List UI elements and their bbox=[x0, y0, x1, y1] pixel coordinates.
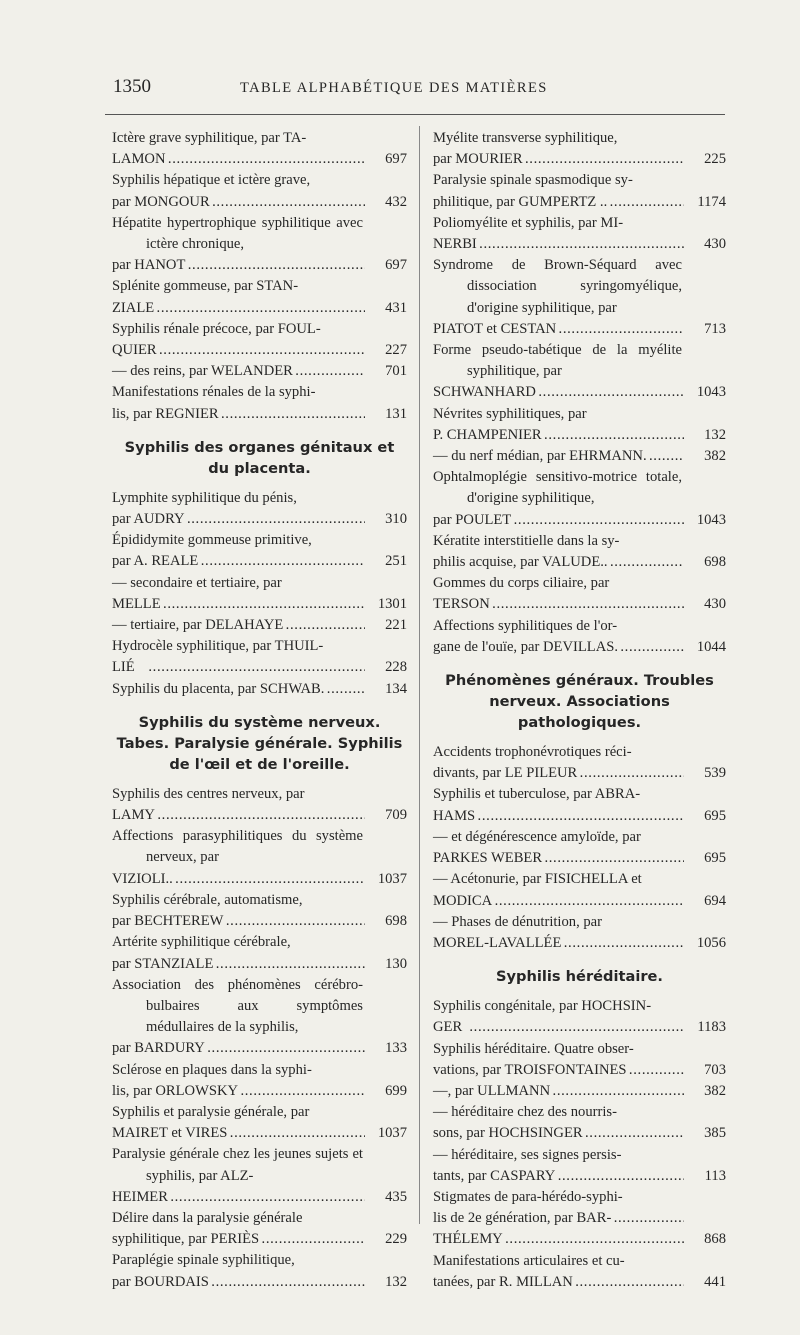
index-entry bbox=[433, 340, 726, 404]
entry-text: Accidents trophonévrotiques réci- bbox=[433, 744, 632, 761]
page-reference: 227 bbox=[385, 342, 407, 359]
index-entry bbox=[112, 1060, 407, 1102]
page-reference: 713 bbox=[704, 320, 726, 337]
page-reference: 441 bbox=[704, 1273, 726, 1290]
entry-last-line bbox=[112, 805, 407, 826]
leader-dots bbox=[200, 551, 365, 572]
entry-last-line bbox=[433, 933, 726, 954]
entry-last-line bbox=[112, 1038, 407, 1059]
entry-text: — secondaire et tertiaire, par bbox=[112, 574, 282, 591]
entry-text: — héréditaire chez des nourris- bbox=[433, 1104, 617, 1121]
leader-dots bbox=[538, 382, 684, 403]
entry-last-line: GER . . . 1183 bbox=[467, 1017, 726, 1038]
entry-text: Syphilis et tuberculose, par ABRA- bbox=[433, 786, 641, 803]
index-entry bbox=[112, 573, 407, 615]
entry-author: philis acquise, par VALUDE.. bbox=[433, 554, 608, 571]
page-reference: 703 bbox=[704, 1061, 726, 1078]
entry-author: HEIMER bbox=[112, 1188, 168, 1205]
page-reference: 1037 bbox=[377, 870, 407, 887]
section-heading: Syphilis du système nerveux. Tabes. Paralysie générale. Syphilis de l'œil et de l'oreille. bbox=[116, 713, 403, 773]
entry-author: MELLE bbox=[112, 595, 161, 612]
entry-last-line: LIÉ . . . 228 bbox=[146, 657, 407, 678]
entry-author: par POULET bbox=[433, 511, 512, 528]
entry-author: par STANZIALE bbox=[112, 955, 214, 972]
index-entry bbox=[112, 784, 407, 826]
entry-last-line bbox=[433, 234, 726, 255]
entry-author: par AUDRY bbox=[112, 511, 185, 528]
index-entry bbox=[112, 975, 407, 1060]
entry-text: Manifestations rénales de la syphi- bbox=[112, 384, 316, 401]
entry-author: tants, par CASPARY bbox=[433, 1167, 556, 1184]
entry-text: Artérite syphilitique cérébrale, bbox=[112, 934, 291, 951]
entry-text: Hydrocèle syphilitique, par THUIL- bbox=[112, 638, 324, 655]
leader-dots bbox=[175, 869, 365, 890]
leader-dots bbox=[575, 1272, 684, 1293]
entry-text: Affections parasyphilitiques du système nerveux, par bbox=[112, 828, 363, 866]
leader-dots bbox=[156, 298, 365, 319]
leader-dots bbox=[211, 1272, 365, 1293]
page-reference: 113 bbox=[704, 1167, 726, 1184]
entry-last-line bbox=[433, 319, 726, 340]
page-reference: 382 bbox=[704, 448, 726, 465]
index-entry bbox=[112, 1102, 407, 1144]
index-entry bbox=[433, 1187, 726, 1229]
leader-dots bbox=[649, 446, 684, 467]
leader-dots bbox=[563, 933, 684, 954]
index-entry bbox=[112, 213, 407, 277]
entry-last-line bbox=[433, 891, 726, 912]
leader-dots bbox=[163, 594, 365, 615]
entry-author: par HANOT bbox=[112, 257, 186, 274]
leader-dots bbox=[215, 954, 365, 975]
entry-last-line bbox=[433, 806, 726, 827]
index-entry bbox=[433, 128, 726, 170]
index-entry bbox=[112, 1250, 407, 1292]
entry-last-line bbox=[433, 552, 726, 573]
entry-author: par BARDURY bbox=[112, 1040, 205, 1057]
entry-text: Syphilis des centres nerveux, par bbox=[112, 785, 305, 802]
left-column bbox=[112, 128, 407, 1293]
entry-text: Syphilis congénitale, par HOCHSIN- bbox=[433, 998, 652, 1015]
entry-last-line bbox=[433, 1166, 726, 1187]
index-entry bbox=[112, 636, 407, 678]
entry-text: — Phases de dénutrition, par bbox=[433, 913, 603, 930]
index-entry bbox=[112, 382, 407, 424]
entry-author: par MONGOUR bbox=[112, 193, 210, 210]
entry-last-line bbox=[112, 869, 407, 890]
index-entry bbox=[112, 128, 407, 170]
index-entry bbox=[433, 827, 726, 869]
page-reference: 698 bbox=[704, 554, 726, 571]
page-reference: 698 bbox=[385, 913, 407, 930]
page-reference: 1056 bbox=[696, 934, 726, 951]
entry-author: divants, par LE PILEUR bbox=[433, 765, 578, 782]
index-entry bbox=[433, 869, 726, 911]
entry-last-line bbox=[112, 149, 407, 170]
page-reference: 228 bbox=[385, 659, 407, 676]
section-heading: Syphilis héréditaire. bbox=[496, 968, 663, 986]
entry-author: sons, par HOCHSINGER bbox=[433, 1125, 583, 1142]
leader-dots bbox=[187, 509, 365, 530]
entry-author: NERBI bbox=[433, 236, 477, 253]
index-entry bbox=[433, 404, 726, 446]
page-header bbox=[113, 76, 725, 106]
entry-author: MODICA bbox=[433, 892, 493, 909]
page-reference: 221 bbox=[385, 617, 407, 634]
index-entry bbox=[433, 1251, 726, 1293]
page-reference: 1301 bbox=[377, 595, 407, 612]
page-reference: 251 bbox=[385, 553, 407, 570]
leader-dots bbox=[285, 615, 365, 636]
leader-dots bbox=[207, 1038, 365, 1059]
entry-author: THÉLEMY bbox=[433, 1231, 503, 1248]
entry-text: Association des phénomènes cérébro-bulbaires aux symptômes médullaires de la syphilis, bbox=[112, 976, 363, 1036]
leader-dots bbox=[558, 319, 684, 340]
entry-last-line bbox=[433, 763, 726, 784]
page-reference: 699 bbox=[385, 1082, 407, 1099]
entry-text: Kératite interstitielle dans la sy- bbox=[433, 532, 620, 549]
entry-author: LAMY bbox=[112, 807, 155, 824]
leader-dots bbox=[326, 679, 365, 700]
entry-text: Stigmates de para-hérédo-syphi- bbox=[433, 1188, 623, 1205]
leader-dots bbox=[159, 340, 365, 361]
entry-text: Syphilis et paralysie générale, par bbox=[112, 1103, 310, 1120]
page-reference: 131 bbox=[385, 405, 407, 422]
page-reference: 697 bbox=[385, 257, 407, 274]
entry-last-line bbox=[433, 1123, 726, 1144]
entry-last-line bbox=[112, 1187, 407, 1208]
leader-dots bbox=[544, 848, 684, 869]
index-entry bbox=[433, 531, 726, 573]
leader-dots bbox=[525, 149, 684, 170]
page-reference: 130 bbox=[385, 955, 407, 972]
entry-text: Hépatite hypertrophique syphilitique avec ictère chronique, bbox=[112, 214, 363, 253]
index-entry bbox=[433, 467, 726, 531]
entry-author: — tertiaire, par DELAHAYE bbox=[112, 617, 284, 634]
page-reference: 1043 bbox=[696, 511, 726, 528]
entry-last-line bbox=[112, 192, 407, 213]
entry-text: Sclérose en plaques dans la syphi- bbox=[112, 1061, 312, 1078]
page-reference: 132 bbox=[704, 426, 726, 443]
index-entry bbox=[112, 890, 407, 932]
index-entry bbox=[112, 679, 407, 700]
entry-author: par MOURIER bbox=[433, 151, 523, 168]
index-entry bbox=[433, 1081, 726, 1102]
entry-author: gane de l'ouïe, par DEVILLAS. bbox=[433, 638, 618, 655]
entry-last-line bbox=[112, 551, 407, 572]
index-entry bbox=[433, 616, 726, 658]
entry-author: LAMON bbox=[112, 151, 166, 168]
entry-last-line bbox=[112, 615, 407, 636]
page-reference: 694 bbox=[704, 892, 726, 909]
entry-last-line bbox=[112, 298, 407, 319]
entry-last-line bbox=[112, 1081, 407, 1102]
index-entry bbox=[112, 530, 407, 572]
page-reference: 382 bbox=[704, 1082, 726, 1099]
entry-author: lis de 2e génération, par BAR- bbox=[433, 1210, 612, 1227]
section-heading: Syphilis des organes génitaux et du placenta. bbox=[124, 438, 395, 477]
index-entry bbox=[112, 932, 407, 974]
leader-dots bbox=[552, 1081, 684, 1102]
entry-last-line bbox=[433, 425, 726, 446]
entry-last-line bbox=[112, 255, 407, 276]
index-entry bbox=[112, 276, 407, 318]
entry-last-line bbox=[112, 361, 407, 382]
index-entry bbox=[112, 1208, 407, 1250]
column-divider bbox=[419, 126, 420, 1224]
leader-dots bbox=[229, 1123, 365, 1144]
leader-dots bbox=[513, 510, 684, 531]
index-entry bbox=[112, 488, 407, 530]
index-entry bbox=[433, 1229, 726, 1250]
entry-author: VIZIOLI.. bbox=[112, 870, 173, 887]
page-reference: 1043 bbox=[696, 384, 726, 401]
entry-last-line bbox=[433, 637, 726, 658]
entry-last-line bbox=[112, 509, 407, 530]
entry-author: TERSON bbox=[433, 596, 490, 613]
leader-dots bbox=[610, 552, 684, 573]
entry-author: par BOURDAIS bbox=[112, 1273, 209, 1290]
entry-text: Paralysie spinale spasmodique sy- bbox=[433, 172, 633, 189]
index-entry bbox=[433, 996, 726, 1038]
leader-dots bbox=[585, 1123, 684, 1144]
index-entry bbox=[433, 255, 726, 340]
index-entry bbox=[433, 742, 726, 784]
entry-author: philitique, par GUMPERTZ .. bbox=[433, 193, 608, 210]
entry-last-line bbox=[112, 1229, 407, 1250]
leader-dots bbox=[477, 806, 684, 827]
entry-text: Forme pseudo-tabétique de la myélite syphilitique, par bbox=[433, 342, 682, 380]
index-entry bbox=[433, 784, 726, 826]
entry-last-line bbox=[433, 149, 726, 170]
page-reference: 697 bbox=[385, 151, 407, 168]
entry-author: vations, par TROISFONTAINES bbox=[433, 1061, 627, 1078]
entry-author: MOREL-LAVALLÉE bbox=[433, 934, 562, 951]
entry-text: — Acétonurie, par FISICHELLA et bbox=[433, 871, 642, 888]
leader-dots bbox=[225, 911, 365, 932]
entry-author: — du nerf médian, par EHRMANN. bbox=[433, 448, 647, 465]
running-title: TABLE ALPHABÉTIQUE DES MATIÈRES bbox=[240, 80, 548, 96]
leader-dots bbox=[620, 637, 684, 658]
entry-last-line bbox=[112, 594, 407, 615]
entry-text: Affections syphilitiques de l'or- bbox=[433, 617, 618, 634]
leader-dots bbox=[148, 657, 365, 678]
entry-text: Gommes du corps ciliaire, par bbox=[433, 575, 610, 592]
page-reference: 430 bbox=[704, 596, 726, 613]
leader-dots bbox=[629, 1060, 684, 1081]
entry-author: QUIER bbox=[112, 342, 157, 359]
leader-dots bbox=[212, 192, 365, 213]
leader-dots bbox=[492, 594, 684, 615]
leader-dots bbox=[170, 1187, 365, 1208]
page-reference: 134 bbox=[385, 680, 407, 697]
entry-text: Ictère grave syphilitique, par TA- bbox=[112, 130, 307, 146]
entry-last-line bbox=[433, 1229, 726, 1250]
entry-last-line bbox=[112, 404, 407, 425]
entry-author: MAIRET et VIRES bbox=[112, 1125, 228, 1142]
page-reference: 310 bbox=[385, 511, 407, 528]
leader-dots bbox=[295, 361, 365, 382]
leader-dots bbox=[579, 763, 684, 784]
page-number: 1350 bbox=[113, 76, 151, 97]
entry-text: Syphilis hépatique et ictère grave, bbox=[112, 172, 311, 189]
entry-text: Paraplégie spinale syphilitique, bbox=[112, 1252, 295, 1269]
entry-last-line bbox=[433, 594, 726, 615]
entry-last-line bbox=[433, 446, 726, 467]
leader-dots bbox=[557, 1166, 684, 1187]
entry-text: — héréditaire, ses signes persis- bbox=[433, 1146, 622, 1163]
entry-author: par A. REALE bbox=[112, 553, 199, 570]
entry-text: Syphilis cérébrale, automatisme, bbox=[112, 891, 303, 908]
index-entry bbox=[112, 1144, 407, 1208]
entry-last-line bbox=[433, 1272, 726, 1293]
entry-text: Paralysie générale chez les jeunes sujets et syphilis, par ALZ- bbox=[112, 1146, 363, 1184]
entry-text: Épididymite gommeuse primitive, bbox=[112, 532, 312, 549]
index-entry bbox=[112, 361, 407, 382]
leader-dots bbox=[221, 404, 365, 425]
leader-dots bbox=[505, 1229, 684, 1250]
leader-dots bbox=[613, 1208, 684, 1229]
right-column bbox=[433, 128, 726, 1293]
entry-author: ZIALE bbox=[112, 299, 155, 316]
index-entry bbox=[433, 1102, 726, 1144]
page-reference: 385 bbox=[704, 1125, 726, 1142]
page-reference: 1037 bbox=[377, 1125, 407, 1142]
entry-text: Syphilis héréditaire. Quatre obser- bbox=[433, 1040, 634, 1057]
leader-dots bbox=[168, 149, 365, 170]
entry-last-line bbox=[112, 679, 407, 700]
page-reference: 1044 bbox=[696, 638, 726, 655]
entry-author: Syphilis du placenta, par SCHWAB. bbox=[112, 680, 325, 697]
index-entry bbox=[112, 170, 407, 212]
entry-last-line bbox=[433, 1060, 726, 1081]
entry-author: — des reins, par WELANDER bbox=[112, 363, 293, 380]
page-reference: 1174 bbox=[697, 193, 726, 210]
page-reference: 431 bbox=[385, 299, 407, 316]
entry-author: tanées, par R. MILLAN bbox=[433, 1273, 573, 1290]
entry-text: Délire dans la paralysie générale bbox=[112, 1209, 303, 1226]
page-reference: 868 bbox=[704, 1231, 726, 1248]
entry-last-line bbox=[112, 1272, 407, 1293]
entry-last-line bbox=[433, 848, 726, 869]
page-reference: 709 bbox=[385, 807, 407, 824]
page-reference: 435 bbox=[385, 1188, 407, 1205]
entry-last-line bbox=[433, 510, 726, 531]
leader-dots bbox=[494, 891, 684, 912]
entry-text: Splénite gommeuse, par STAN- bbox=[112, 278, 299, 295]
leader-dots bbox=[544, 425, 684, 446]
entry-text: Lymphite syphilitique du pénis, bbox=[112, 489, 297, 506]
index-entry bbox=[433, 170, 726, 212]
entry-author: par BECHTEREW bbox=[112, 913, 224, 930]
entry-author: lis, par ORLOWSKY bbox=[112, 1082, 239, 1099]
entry-text: Myélite transverse syphilitique, bbox=[433, 130, 618, 146]
entry-last-line bbox=[112, 340, 407, 361]
page-reference: 225 bbox=[704, 151, 726, 168]
entry-text: Poliomyélite et syphilis, par MI- bbox=[433, 214, 624, 231]
index-entry bbox=[433, 213, 726, 255]
entry-last-line bbox=[433, 1081, 726, 1102]
entry-author: syphilitique, par PERIÈS bbox=[112, 1231, 260, 1248]
page-reference: 539 bbox=[704, 765, 726, 782]
page-reference: 695 bbox=[704, 850, 726, 867]
index-entry bbox=[112, 615, 407, 636]
leader-dots bbox=[187, 255, 365, 276]
index-entry bbox=[433, 446, 726, 467]
entry-author: PARKES WEBER bbox=[433, 850, 543, 867]
entry-text: Névrites syphilitiques, par bbox=[433, 405, 587, 422]
page-reference: 701 bbox=[385, 363, 407, 380]
entry-last-line bbox=[433, 382, 726, 403]
index-entry bbox=[112, 319, 407, 361]
leader-dots bbox=[609, 192, 684, 213]
page-reference: 133 bbox=[385, 1040, 407, 1057]
entry-last-line bbox=[112, 911, 407, 932]
entry-last-line bbox=[112, 1123, 407, 1144]
index-entry bbox=[433, 1145, 726, 1187]
page-reference: 132 bbox=[385, 1273, 407, 1290]
leader-dots bbox=[261, 1229, 365, 1250]
entry-author: lis, par REGNIER bbox=[112, 405, 219, 422]
entry-last-line bbox=[112, 954, 407, 975]
entry-author: —, par ULLMANN bbox=[433, 1082, 551, 1099]
leader-dots bbox=[157, 805, 365, 826]
entry-author: SCHWANHARD bbox=[433, 384, 536, 401]
leader-dots bbox=[479, 234, 684, 255]
entry-text: Syphilis rénale précoce, par FOUL- bbox=[112, 320, 321, 337]
page-reference: 432 bbox=[385, 193, 407, 210]
page-reference: 695 bbox=[704, 807, 726, 824]
entry-last-line bbox=[433, 192, 726, 213]
leader-dots bbox=[469, 1017, 684, 1038]
header-rule bbox=[105, 114, 725, 115]
entry-text: Ophtalmoplégie sensitivo-motrice totale, d'origine syphilitique, bbox=[433, 469, 682, 507]
entry-author: HAMS bbox=[433, 807, 476, 824]
entry-author: P. CHAMPENIER bbox=[433, 426, 542, 443]
page-reference: 430 bbox=[704, 236, 726, 253]
entry-author: PIATOT et CESTAN bbox=[433, 320, 557, 337]
index-entry bbox=[433, 912, 726, 954]
leader-dots bbox=[240, 1081, 365, 1102]
page-reference: 1183 bbox=[697, 1019, 726, 1036]
entry-last-line bbox=[433, 1208, 726, 1229]
index-entry bbox=[112, 826, 407, 890]
page-reference: 229 bbox=[385, 1231, 407, 1248]
entry-text: — et dégénérescence amyloïde, par bbox=[433, 828, 641, 845]
entry-text: Syndrome de Brown-Séquard avec dissociation syringomyélique, d'origine syphilitique, par bbox=[433, 257, 682, 316]
entry-text: Manifestations articulaires et cu- bbox=[433, 1252, 625, 1269]
index-entry bbox=[433, 573, 726, 615]
index-entry bbox=[433, 1039, 726, 1081]
section-heading: Phénomènes généraux. Troubles nerveux. Associations pathologiques. bbox=[445, 672, 714, 732]
